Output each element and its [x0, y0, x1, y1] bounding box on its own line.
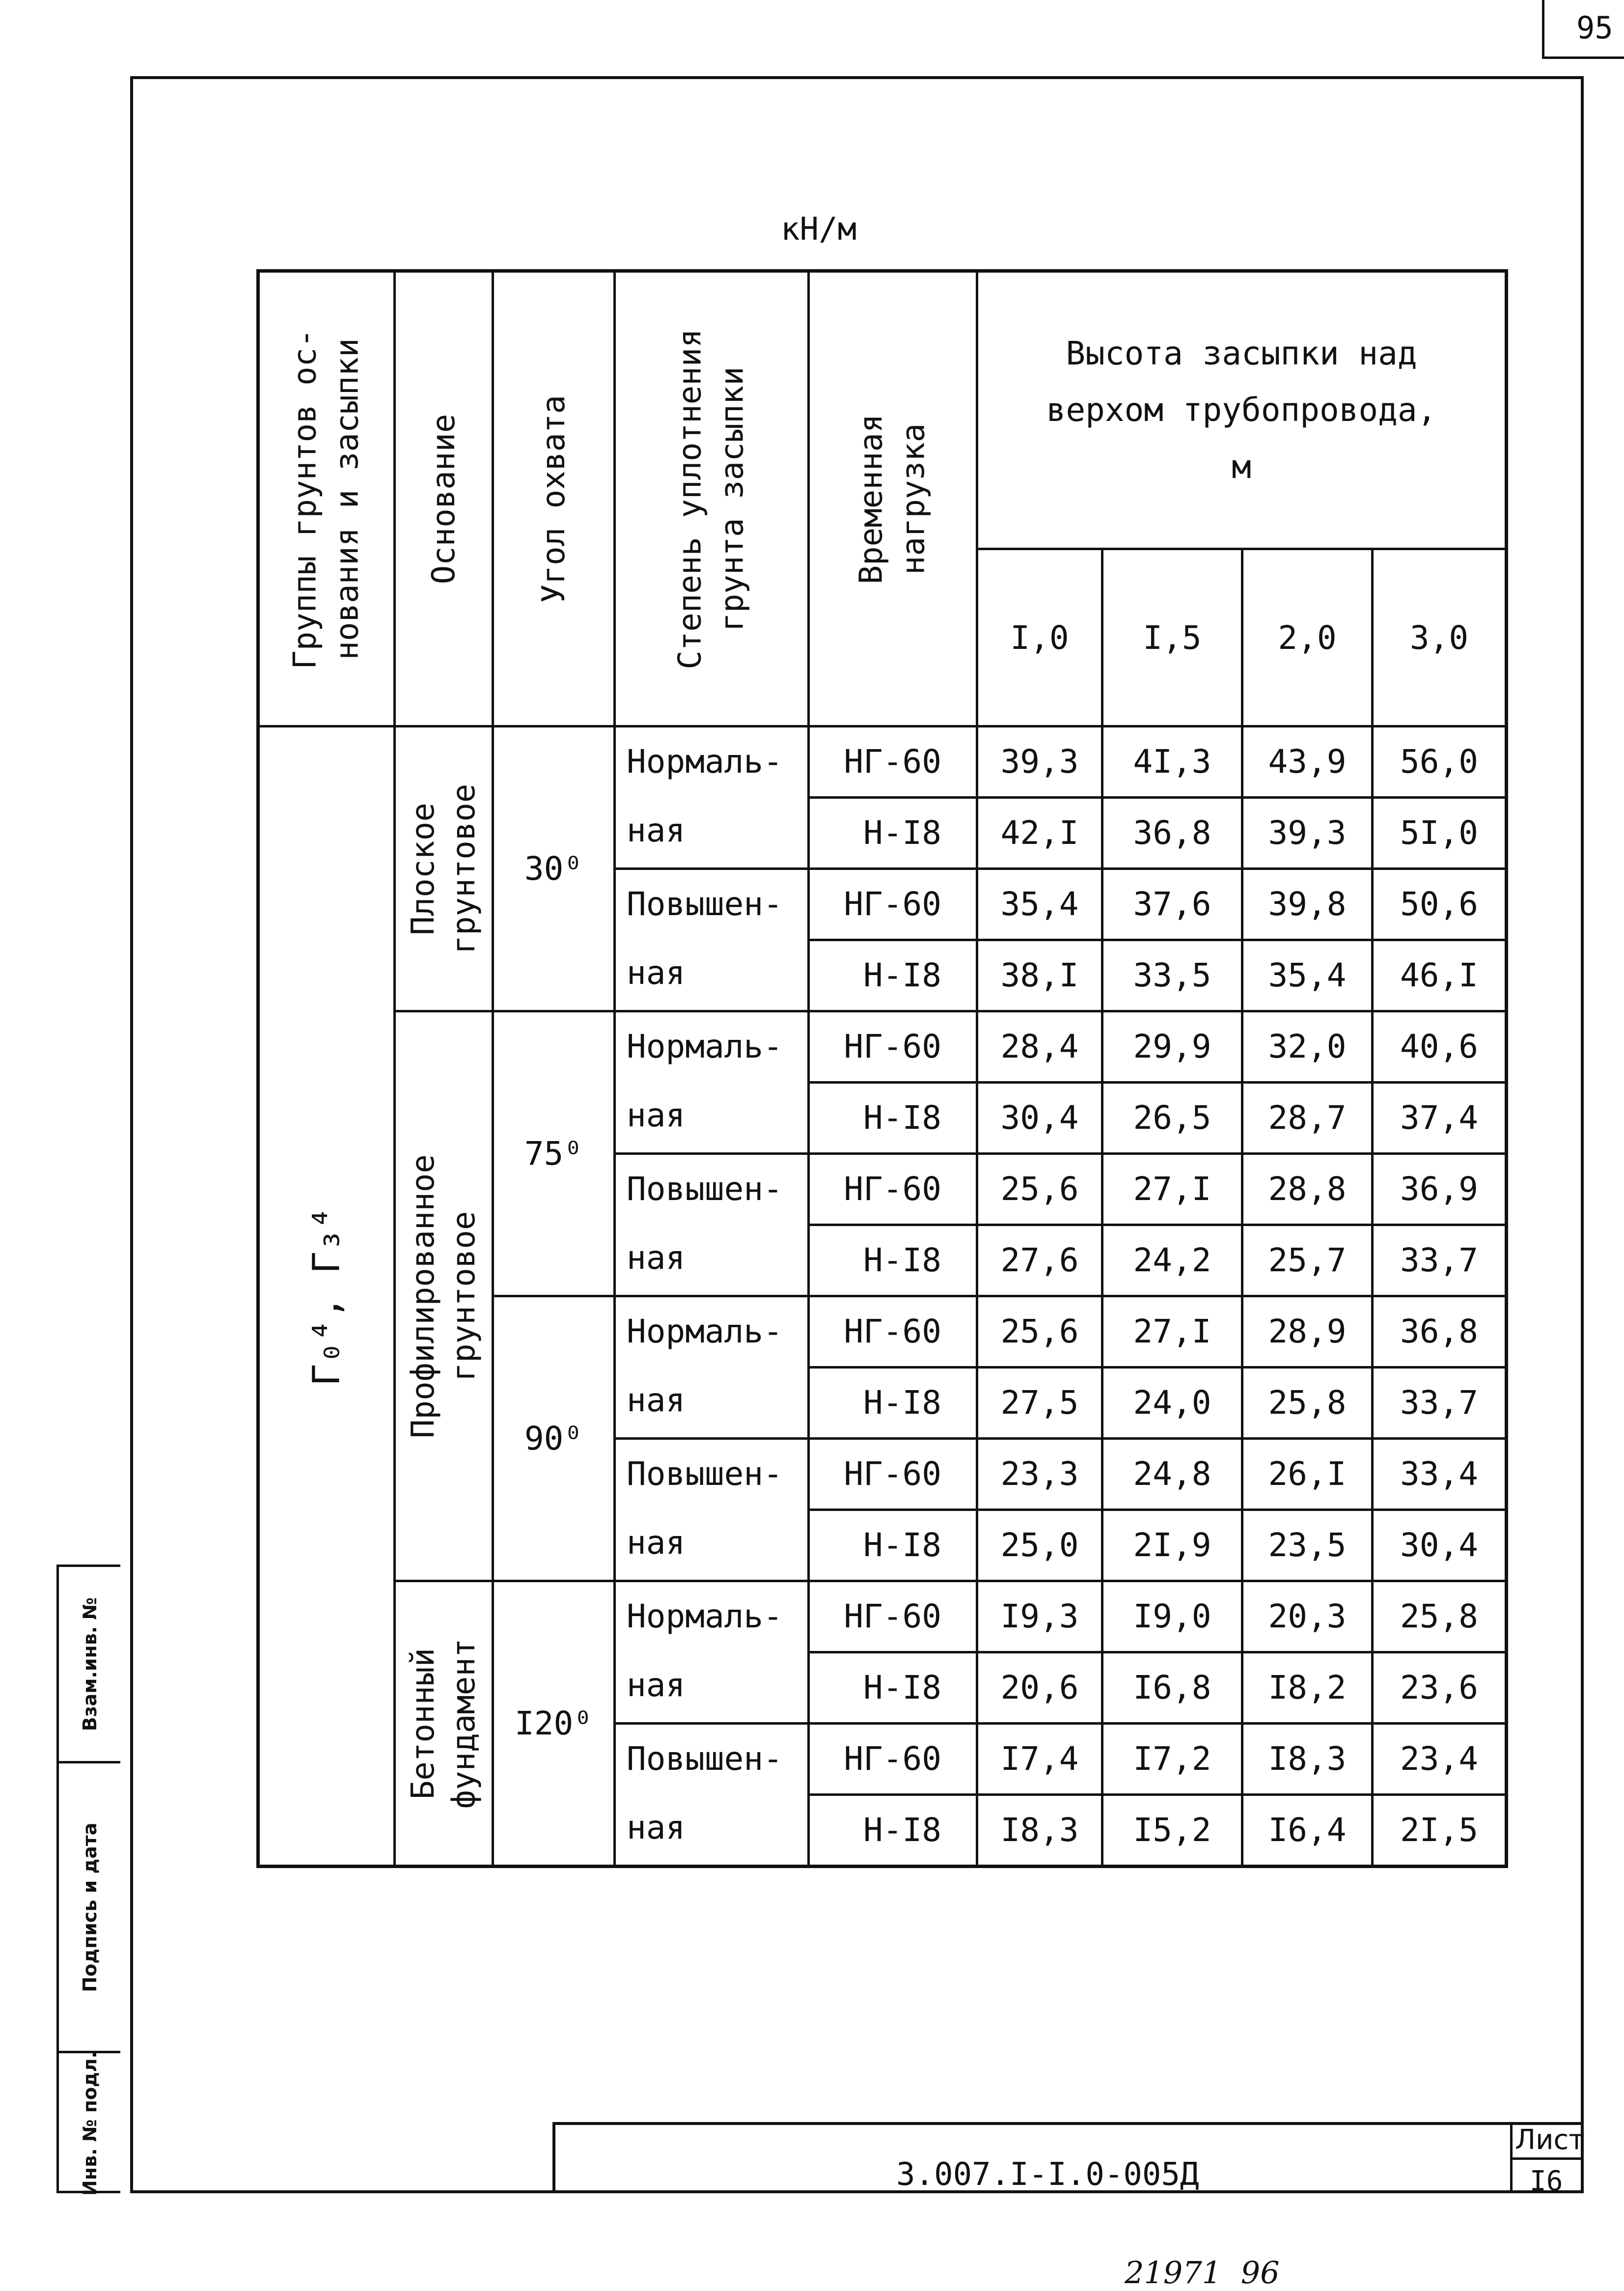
load-cell: Н-I8	[809, 1510, 977, 1581]
handwritten-number: 21971 96	[1125, 2255, 1280, 2291]
value-cell: 30,4	[1373, 1510, 1507, 1581]
value-cell: 30,4	[977, 1083, 1102, 1154]
value-cell: 37,4	[1373, 1083, 1507, 1154]
header-height	[977, 271, 1507, 549]
table-row	[258, 726, 1507, 798]
load-cell: Н-I8	[809, 940, 977, 1011]
page-number: 95	[1576, 10, 1613, 46]
value-cell: I8,3	[977, 1795, 1102, 1867]
value-cell: 32,0	[1242, 1011, 1373, 1083]
load-cell: Н-I8	[809, 798, 977, 869]
value-cell: 36,8	[1102, 798, 1242, 869]
value-cell: 25,6	[977, 1296, 1102, 1368]
header-compaction	[615, 271, 809, 726]
load-cell: Н-I8	[809, 1225, 977, 1296]
value-cell: 20,3	[1242, 1581, 1373, 1652]
angle-cell: 90⁰	[493, 1296, 615, 1581]
base-label: Профилированное грунтовое	[405, 1154, 482, 1438]
side-stamp	[56, 1565, 120, 2196]
header-base	[395, 271, 493, 726]
load-cell: НГ-60	[809, 1439, 977, 1510]
side-stamp-replace	[59, 1567, 120, 1763]
value-cell: 27,6	[977, 1225, 1102, 1296]
value-cell: 50,6	[1373, 869, 1507, 940]
value-cell: 2I,9	[1102, 1510, 1242, 1581]
value-cell: 38,I	[977, 940, 1102, 1011]
value-cell: 46,I	[1373, 940, 1507, 1011]
compaction-cell: Повышен- ная	[615, 1724, 809, 1867]
value-cell: 33,4	[1373, 1439, 1507, 1510]
load-cell: НГ-60	[809, 1296, 977, 1368]
compaction-cell: Нормаль- ная	[615, 1011, 809, 1154]
sheet-divider	[1510, 2157, 1584, 2160]
side-stamp-sign	[59, 1763, 120, 2053]
document-code: 3.007.I-I.0-005Д	[896, 2156, 1199, 2193]
header-load	[809, 271, 977, 726]
load-cell: Н-I8	[809, 1652, 977, 1724]
value-cell: 25,7	[1242, 1225, 1373, 1296]
base-label: Бетонный фундамент	[405, 1638, 482, 1809]
header-height-4: 3,0	[1373, 549, 1507, 726]
value-cell: 23,3	[977, 1439, 1102, 1510]
value-cell: 25,8	[1242, 1368, 1373, 1439]
load-cell: НГ-60	[809, 1154, 977, 1225]
value-cell: 26,5	[1102, 1083, 1242, 1154]
compaction-cell: Повышен- ная	[615, 869, 809, 1011]
angle-cell: 75⁰	[493, 1011, 615, 1296]
compaction-cell: Нормаль- ная	[615, 726, 809, 869]
header-angle-text: Угол охвата	[535, 394, 572, 603]
load-cell: Н-I8	[809, 1083, 977, 1154]
value-cell: I7,4	[977, 1724, 1102, 1795]
value-cell: 39,3	[1242, 798, 1373, 869]
base-cell	[395, 1581, 493, 1867]
value-cell: 27,I	[1102, 1296, 1242, 1368]
header-base-text: Основание	[425, 414, 462, 584]
value-cell: 23,5	[1242, 1510, 1373, 1581]
value-cell: I6,8	[1102, 1652, 1242, 1724]
value-cell: 42,I	[977, 798, 1102, 869]
angle-cell: I20⁰	[493, 1581, 615, 1867]
compaction-cell: Повышен- ная	[615, 1439, 809, 1581]
value-cell: 4I,3	[1102, 726, 1242, 798]
header-angle	[493, 271, 615, 726]
value-cell: 37,6	[1102, 869, 1242, 940]
header-height-3: 2,0	[1242, 549, 1373, 726]
value-cell: 35,4	[977, 869, 1102, 940]
sheet-label: Лист	[1515, 2124, 1585, 2156]
compaction-cell: Нормаль- ная	[615, 1296, 809, 1439]
load-cell: НГ-60	[809, 869, 977, 940]
value-cell: 2I,5	[1373, 1795, 1507, 1867]
value-cell: 24,2	[1102, 1225, 1242, 1296]
table-row	[258, 1011, 1507, 1083]
side-stamp-inv-text: Инв. № подл.	[79, 2051, 101, 2196]
header-height-1: I,0	[977, 549, 1102, 726]
header-load-text: Временная нагрузка	[853, 414, 932, 584]
base-label: Плоское грунтовое	[405, 783, 482, 954]
value-cell: 39,3	[977, 726, 1102, 798]
value-cell: 39,8	[1242, 869, 1373, 940]
header-groups	[258, 271, 395, 726]
value-cell: 24,8	[1102, 1439, 1242, 1510]
value-cell: I5,2	[1102, 1795, 1242, 1867]
value-cell: 28,9	[1242, 1296, 1373, 1368]
value-cell: 28,4	[977, 1011, 1102, 1083]
value-cell: I7,2	[1102, 1724, 1242, 1795]
value-cell: 28,8	[1242, 1154, 1373, 1225]
load-cell: НГ-60	[809, 1011, 977, 1083]
value-cell: 25,0	[977, 1510, 1102, 1581]
value-cell: 23,4	[1373, 1724, 1507, 1795]
table-row	[258, 1581, 1507, 1652]
value-cell: 56,0	[1373, 726, 1507, 798]
value-cell: I8,3	[1242, 1724, 1373, 1795]
side-stamp-replace-text: Взам.инв. №	[79, 1597, 101, 1731]
value-cell: 35,4	[1242, 940, 1373, 1011]
load-cell: Н-I8	[809, 1368, 977, 1439]
base-cell	[395, 1011, 493, 1581]
header-height-text: Высота засыпки над верхом трубопровода, м	[1046, 334, 1437, 486]
value-cell: 36,9	[1373, 1154, 1507, 1225]
value-cell: 27,I	[1102, 1154, 1242, 1225]
value-cell: 27,5	[977, 1368, 1102, 1439]
value-cell: 28,7	[1242, 1083, 1373, 1154]
units-label: кН/м	[781, 211, 857, 248]
load-table	[256, 269, 1508, 1868]
side-stamp-inv	[59, 2051, 120, 2196]
sheet-number: I6	[1530, 2165, 1563, 2197]
value-cell: 33,5	[1102, 940, 1242, 1011]
value-cell: I8,2	[1242, 1652, 1373, 1724]
value-cell: I6,4	[1242, 1795, 1373, 1867]
value-cell: 23,6	[1373, 1652, 1507, 1724]
header-compaction-text: Степень уплотнения грунта засыпки	[672, 328, 751, 670]
value-cell: 20,6	[977, 1652, 1102, 1724]
value-cell: 5I,0	[1373, 798, 1507, 869]
value-cell: 40,6	[1373, 1011, 1507, 1083]
compaction-cell: Нормаль- ная	[615, 1581, 809, 1724]
value-cell: I9,0	[1102, 1581, 1242, 1652]
header-groups-text: Группы грунтов ос- нования и засыпки	[287, 328, 366, 670]
load-cell: Н-I8	[809, 1795, 977, 1867]
header-height-2: I,5	[1102, 549, 1242, 726]
base-cell	[395, 726, 493, 1011]
value-cell: 29,9	[1102, 1011, 1242, 1083]
angle-cell: 30⁰	[493, 726, 615, 1011]
value-cell: 36,8	[1373, 1296, 1507, 1368]
value-cell: 24,0	[1102, 1368, 1242, 1439]
value-cell: 26,I	[1242, 1439, 1373, 1510]
value-cell: 33,7	[1373, 1225, 1507, 1296]
value-cell: 33,7	[1373, 1368, 1507, 1439]
group-cell	[258, 726, 395, 1867]
compaction-cell: Повышен- ная	[615, 1154, 809, 1296]
value-cell: 25,6	[977, 1154, 1102, 1225]
load-cell: НГ-60	[809, 1581, 977, 1652]
group-label: Г₀⁴, Г₃⁴	[304, 1206, 348, 1386]
value-cell: 25,8	[1373, 1581, 1507, 1652]
load-cell: НГ-60	[809, 1724, 977, 1795]
value-cell: 43,9	[1242, 726, 1373, 798]
side-stamp-sign-text: Подпись и дата	[79, 1822, 101, 1992]
load-cell: НГ-60	[809, 726, 977, 798]
value-cell: I9,3	[977, 1581, 1102, 1652]
